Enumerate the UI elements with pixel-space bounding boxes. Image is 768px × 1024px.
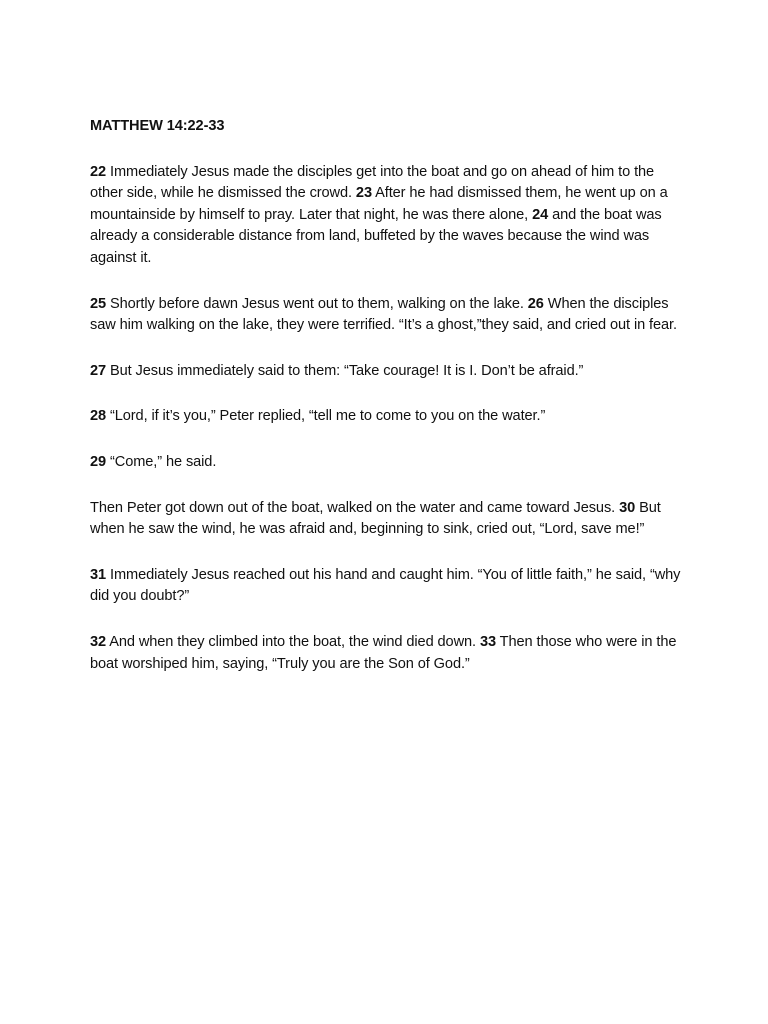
paragraph [90,632,682,675]
verse-number: 27 [90,362,107,379]
paragraph [90,452,682,474]
paragraph [90,406,682,428]
verse-number: 30 [619,499,636,516]
verse-text: Then those who were in the boat worshiped him, saying, “Truly you are the Son of God.” [90,633,677,672]
verse-number: 22 [90,163,107,180]
verse-text: But Jesus immediately said to them: “Take courage! It is I. Don’t be afraid.” [106,362,584,379]
verse-number: 28 [90,408,107,425]
verse-text: And when they climbed into the boat, the wind died down. [106,633,480,650]
verse-number: 31 [90,566,107,583]
verse-text: “Lord, if it’s you,” Peter replied, “tell me to come to you on the water.” [106,408,546,425]
verse-number: 23 [355,185,372,202]
paragraph [90,294,682,337]
verse-number: 26 [527,295,544,312]
verse-number: 32 [90,633,107,650]
paragraph [90,162,682,270]
verse-text: When the disciples saw him walking on the lake, they were terrified. “It’s a ghost,”they said, and cried out in fear. [90,295,677,334]
page-title: MATTHEW 14:22-33 [90,118,225,134]
verse-number: 33 [479,633,496,650]
verse-text: “Come,” he said. [106,453,217,470]
paragraph [90,498,682,541]
paragraph [90,565,682,608]
verse-number: 24 [532,206,549,223]
paragraph [90,361,682,383]
verse-number: 25 [90,295,107,312]
document-page [90,116,682,699]
verse-text: Immediately Jesus made the disciples get into the boat and go on ahead of him to the other side, while he dismissed the crowd. [90,163,655,202]
verse-number: 29 [90,453,107,470]
verse-text: and the boat was already a considerable distance from land, buffeted by the waves because the wind was against it. [90,206,662,266]
verse-text: Immediately Jesus reached out his hand and caught him. “You of little faith,” he said, “why did you doubt?” [90,566,681,605]
verse-text: But when he saw the wind, he was afraid and, beginning to sink, cried out, “Lord, save me!” [90,499,661,538]
verse-text: After he had dismissed them, he went up on a mountainside by himself to pray. Later that night, he was there alone, [90,185,668,223]
verse-text: Shortly before dawn Jesus went out to them, walking on the lake. [106,295,528,312]
verse-text: Then Peter got down out of the boat, walked on the water and came toward Jesus. [90,499,620,516]
